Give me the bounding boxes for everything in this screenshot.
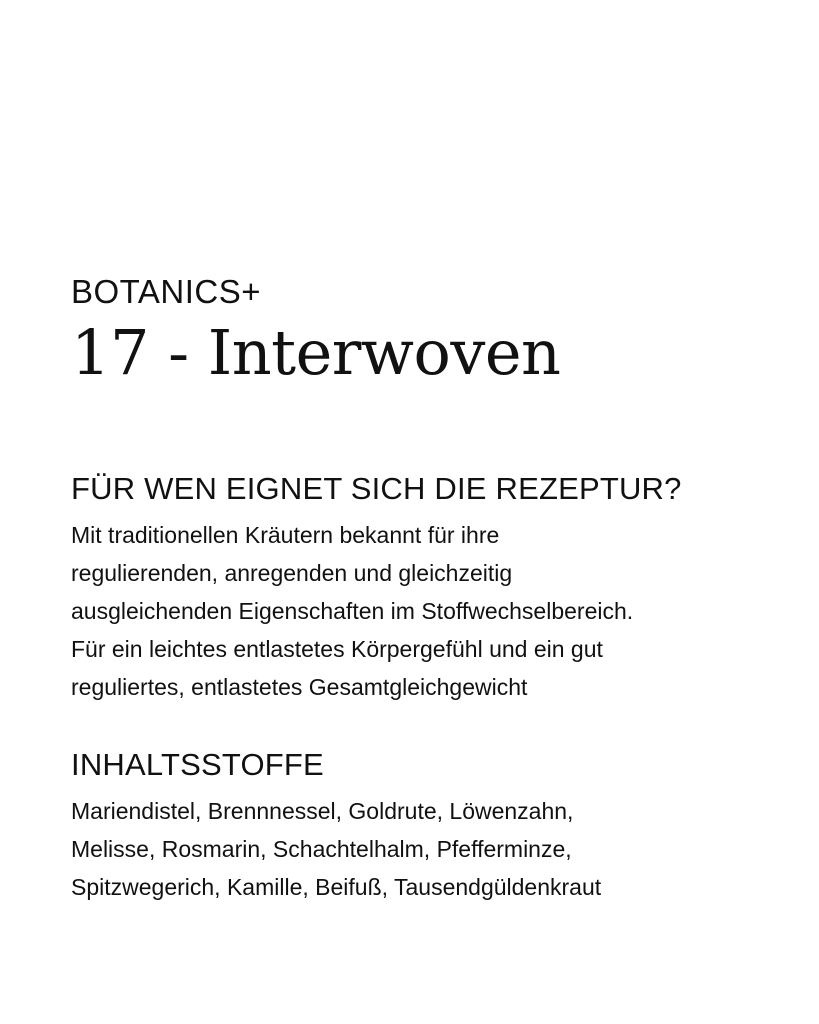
product-info (71, 272, 791, 906)
ingredients-heading: INHALTSSTOFFE (71, 747, 324, 782)
suitability-text: Mit traditionellen Kräutern bekannt für ihre regulierenden, anregenden und gleichzeitig ausgleichenden Eigenschaften im Stoffwechselbereich. Für ein leichtes entlastetes Körpergefühl und ein gut reguliertes, entlastetes Gesamtgleichgewicht (71, 522, 634, 700)
ingredients-text: Mariendistel, Brennnessel, Goldrute, Löwenzahn, Melisse, Rosmarin, Schachtelhalm, Pfefferminze, Spitzwegerich, Kamille, Beifuß, Tausendgüldenkraut (71, 798, 602, 900)
product-title: 17 - Interwoven (71, 316, 561, 389)
brand-name: BOTANICS+ (71, 273, 262, 310)
suitability-heading: FÜR WEN EIGNET SICH DIE REZEPTUR? (71, 471, 682, 506)
